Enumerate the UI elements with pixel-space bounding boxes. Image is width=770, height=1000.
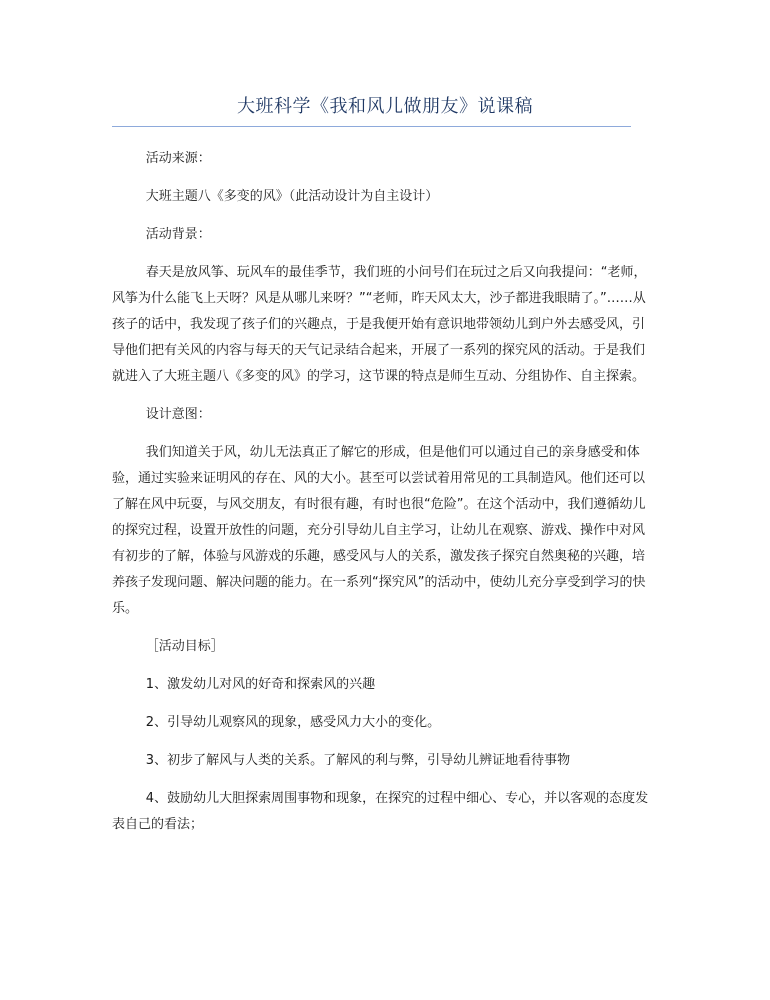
goals-label: ［活动目标］	[145, 639, 224, 654]
intent-label: 设计意图：	[145, 407, 211, 422]
source-label: 活动来源：	[145, 151, 211, 166]
title-underline	[112, 126, 631, 127]
intent-paragraph: 我们知道关于风，幼儿无法真正了解它的形成，但是他们可以通过自己的亲身感受和体验，通过实验来证明风的存在、风的大小。甚至可以尝试着用常见的工具制造风。他们还可以了解在风中玩耍，与风交朋友，有时很有趣，有时也很“危险”。在这个活动中，我们遵循幼儿的探究过程，设置开放性的问题，充分引导幼儿自主学习，让幼儿在观察、游戏、操作中对风有初步的了解，体验与风游戏的乐趣，感受风与人的关系，激发孩子探究自然奥秘的兴趣，培养孩子发现问题、解决问题的能力。在一系列“探究风”的活动中，使幼儿充分享受到学习的快乐。	[112, 445, 646, 616]
background-label: 活动背景：	[145, 227, 211, 242]
document-title: 大班科学《我和风儿做朋友》说课稿	[237, 96, 533, 117]
goal-item-1: 1、激发幼儿对风的好奇和探索风的兴趣	[145, 677, 376, 692]
goal-item-4: 4、鼓励幼儿大胆探索周围事物和现象，在探究的过程中细心、专心，并以客观的态度发表自己的看法；	[112, 791, 649, 832]
source-text: 大班主题八《多变的风》（此活动设计为自主设计）	[145, 189, 439, 204]
goal-item-2: 2、引导幼儿观察风的现象，感受风力大小的变化。	[145, 715, 441, 730]
goal-item-3: 3、初步了解风与人类的关系。了解风的利与弊，引导幼儿辨证地看待事物	[145, 753, 571, 768]
background-paragraph: 春天是放风筝、玩风车的最佳季节，我们班的小问号们在玩过之后又向我提问：“老师，风筝为什么能飞上天呀？风是从哪儿来呀？”“老师，昨天风太大，沙子都进我眼睛了。”……从孩子的话中，我发现了孩子们的兴趣点，于是我便开始有意识地带领幼儿到户外去感受风，引导他们把有关风的内容与每天的天气记录结合起来，开展了一系列的探究风的活动。于是我们就进入了大班主题八《多变的风》的学习，这节课的特点是师生互动、分组协作、自主探索。	[112, 265, 647, 384]
document-body	[112, 146, 656, 850]
